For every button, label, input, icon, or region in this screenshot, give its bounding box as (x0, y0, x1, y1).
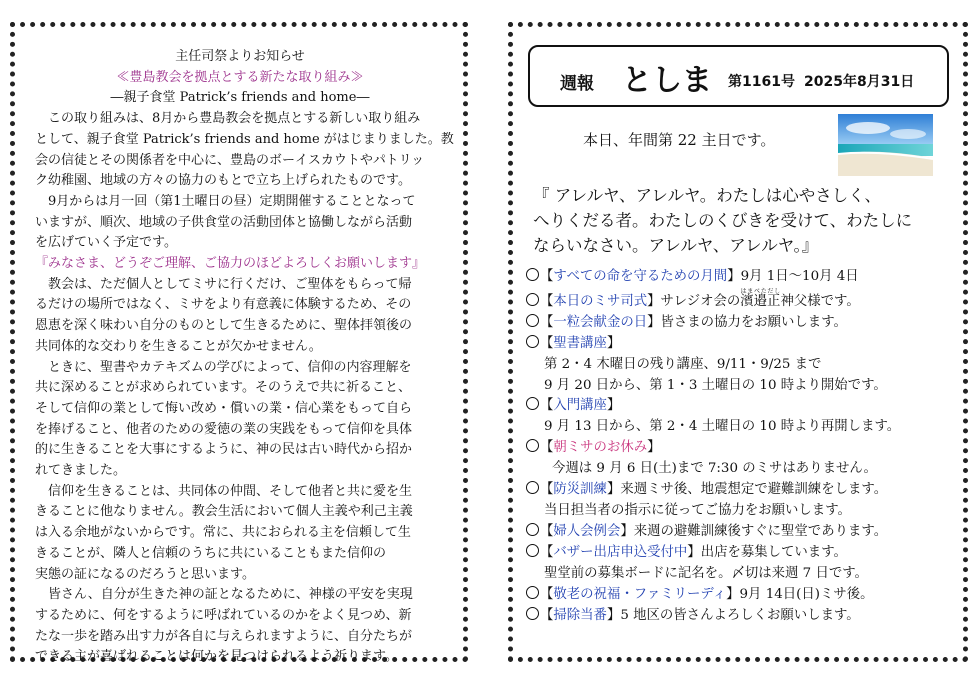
announcement-item: 【婦人会例会】来週の避難訓練後すぐに聖堂であります。 (526, 522, 966, 543)
item-text: 5 地区の皆さんよろしくお願いします。 (620, 607, 860, 623)
notice-title: ≪豊島教会を拠点とする新たな取り組み≫ (116, 69, 364, 85)
body-line: できる主が喜ばれることは何かを見つけられるよう祈ります。 (35, 649, 398, 665)
body-line: 実態の証になるのだろうと思います。 (35, 566, 255, 582)
body-line: を捧げること、他者のための愛徳の業の実践をもって信仰を具体 (35, 421, 413, 437)
item-title: 一粒会献金の日 (553, 314, 648, 330)
item-detail: 聖堂前の募集ボードに記名を。〆切は来週 7 日です。 (544, 565, 868, 581)
announcement-list (526, 267, 966, 626)
announcement-item: 【一粒会献金の日】皆さまの協力をお願いします。 (526, 313, 966, 334)
body-line: 教会は、ただ個人としてミサに行くだけ、ご聖体をもらって帰 (48, 276, 412, 292)
issue-number: 第1161号 (728, 74, 795, 90)
item-title: 掃除当番 (553, 607, 607, 623)
item-detail: 9 月 13 日から、第 2・4 土曜日の 10 時より再開します。 (544, 419, 901, 435)
circle-bullet-icon (526, 335, 539, 348)
body-line: この取り組みは、8月から豊島教会を拠点とする新しい取り組み (48, 111, 421, 127)
item-detail: 第 2・4 木曜日の残り講座、9/11・9/25 まで (544, 356, 822, 372)
announcement-item: 【入門講座】 (526, 396, 966, 417)
priest-name: 濱邉正はまべただし (740, 287, 781, 309)
body-line: 共に深めることが求められています。そのうえで共に祈ること、 (35, 380, 411, 396)
issue-date: 2025年8月31日 (804, 74, 915, 90)
body-line: きることに他なりません。教会生活において個人主義や利己主義 (35, 504, 413, 520)
body-line: 皆さん、自分が生きた神の証となるために、神様の平安を実現 (48, 587, 413, 603)
scripture-quote (533, 183, 912, 258)
body-line: そして信仰の業として悔い改め・償いの業・信心業をもって自ら (35, 400, 413, 416)
body-line: ときに、聖書やカテキズムの学びによって、信仰の内容理解を (48, 359, 412, 375)
circle-bullet-icon (526, 314, 539, 327)
item-text: 出店を募集しています。 (700, 544, 847, 560)
item-detail: 9 月 20 日から、第 1・3 土曜日の 10 時より開始です。 (544, 377, 887, 393)
item-title: 入門講座 (553, 398, 607, 414)
notice-header: 主任司祭よりお知らせ (175, 49, 305, 64)
body-line: するために、何をするように呼ばれているのかをよく見つめ、新 (35, 607, 412, 623)
body-line: 恩恵を深く味わい自分のものとして生きるために、聖体拝領後の (35, 318, 413, 334)
body-line: 信仰を生きることは、共同体の仲間、そして他者と共に愛を生 (48, 483, 413, 499)
notice-article (35, 47, 454, 668)
beach-image (838, 114, 933, 176)
body-line: 『みなさま、どうぞご理解、ご協力のほどよろしくお願いします』 (35, 256, 426, 272)
circle-bullet-icon (526, 293, 539, 306)
item-title: 本日のミサ司式 (553, 293, 648, 309)
sunday-announcement: 本日、年間第 22 主日です。 (583, 131, 776, 149)
item-title: バザー出店申込受付中 (553, 544, 688, 560)
body-line: 共同体的な交わりを生きることが欠かせません。 (35, 338, 322, 354)
item-text: 来週の避難訓練後すぐに聖堂であります。 (633, 523, 888, 539)
quote-line: へりくだる者。わたしのくびきを受けて、わたしに (533, 211, 913, 230)
announcement-item: 【本日のミサ司式】サレジオ会の濱邉正はまべただし神父様です。 (526, 288, 966, 313)
circle-bullet-icon (526, 439, 539, 452)
masthead-label: 週報 (560, 74, 594, 94)
item-detail: 今週は 9 月 6 日(土)まで 7:30 のミサはありません。 (552, 461, 877, 477)
item-title: 婦人会例会 (553, 523, 621, 539)
masthead (528, 45, 949, 107)
body-line: として、親子食堂 Patrick’s friends and home がはじまりました。教 (35, 131, 454, 147)
item-title: 防災訓練 (553, 482, 607, 498)
body-line: きることが、隣人と信頼のうちに共にいることもまた信仰の (35, 545, 387, 561)
body-line: を広げていく予定です。 (35, 235, 177, 251)
item-text: サレジオ会の (660, 293, 741, 309)
item-text: 来週ミサ後、地震想定で避難訓練をします。 (620, 482, 888, 498)
masthead-title: としま (622, 63, 712, 98)
announcement-item: 【バザー出店申込受付中】出店を募集しています。 (526, 543, 966, 564)
announcement-item: 【防災訓練】来週ミサ後、地震想定で避難訓練をします。 (526, 480, 966, 501)
item-text: 9月 1日～10月 4日 (740, 269, 859, 284)
item-title: すべての命を守るための月間 (553, 269, 728, 284)
announcement-item: 【朝ミサのお休み】 (526, 438, 966, 459)
announcement-item: 【聖書講座】 (526, 334, 966, 355)
circle-bullet-icon (526, 544, 539, 557)
body-line: 的に生きることを大事にするように、神の民は古い時代から招か (35, 442, 413, 458)
body-line: ク幼稚園、地域の方々の協力のもとで立ち上げられたものです。 (35, 173, 411, 189)
body-line: 9月からは月一回（第1土曜日の昼）定期開催することとなって (48, 193, 416, 209)
announcement-item: 【すべての命を守るための月間】9月 1日～10月 4日 (526, 267, 966, 288)
circle-bullet-icon (526, 586, 539, 599)
item-title: 朝ミサのお休み (553, 440, 648, 456)
circle-bullet-icon (526, 268, 539, 281)
item-text: 神父様です。 (780, 293, 860, 309)
item-text: 皆さまの協力をお願いします。 (660, 314, 847, 330)
announcement-item: 【掃除当番】5 地区の皆さんよろしくお願いします。 (526, 606, 966, 627)
circle-bullet-icon (526, 607, 539, 620)
right-panel (508, 22, 968, 662)
quote-line: 『 アレルヤ、アレルヤ。わたしは心やさしく、 (533, 186, 881, 205)
item-title: 聖書講座 (553, 335, 607, 351)
announcement-item: 【敬老の祝福・ファミリーディ】9月 14日(日)ミサ後。 (526, 585, 966, 606)
item-detail: 当日担当者の指示に従ってご協力をお願いします。 (544, 502, 851, 518)
notice-subtitle: ―親子食堂 Patrick’s friends and home― (110, 90, 370, 106)
body-line: いますが、順次、地域の子供食堂の活動団体と協働しながら活動 (35, 214, 413, 230)
item-text: 9月 14日(日)ミサ後。 (739, 586, 874, 602)
item-title: 敬老の祝福・ファミリーディ (553, 586, 727, 602)
body-line: は入る余地がないからです。常に、共におられる主を信頼して生 (35, 525, 411, 541)
body-line: たな一歩を踏み出す力が各自に与えられますように、自分たちが (35, 628, 413, 644)
circle-bullet-icon (526, 481, 539, 494)
circle-bullet-icon (526, 523, 539, 536)
left-panel (10, 22, 468, 665)
body-line: るだけの場所ではなく、ミサをより有意義に体験するため、その (35, 297, 412, 313)
quote-line: ならいなさい。アレルヤ、アレルヤ。』 (533, 236, 819, 255)
body-line: 会の信徒とその関係者を中心に、豊島のボーイスカウトやパトリッ (35, 152, 425, 168)
circle-bullet-icon (526, 397, 539, 410)
notice-body (35, 109, 454, 668)
body-line: れてきました。 (35, 463, 127, 479)
